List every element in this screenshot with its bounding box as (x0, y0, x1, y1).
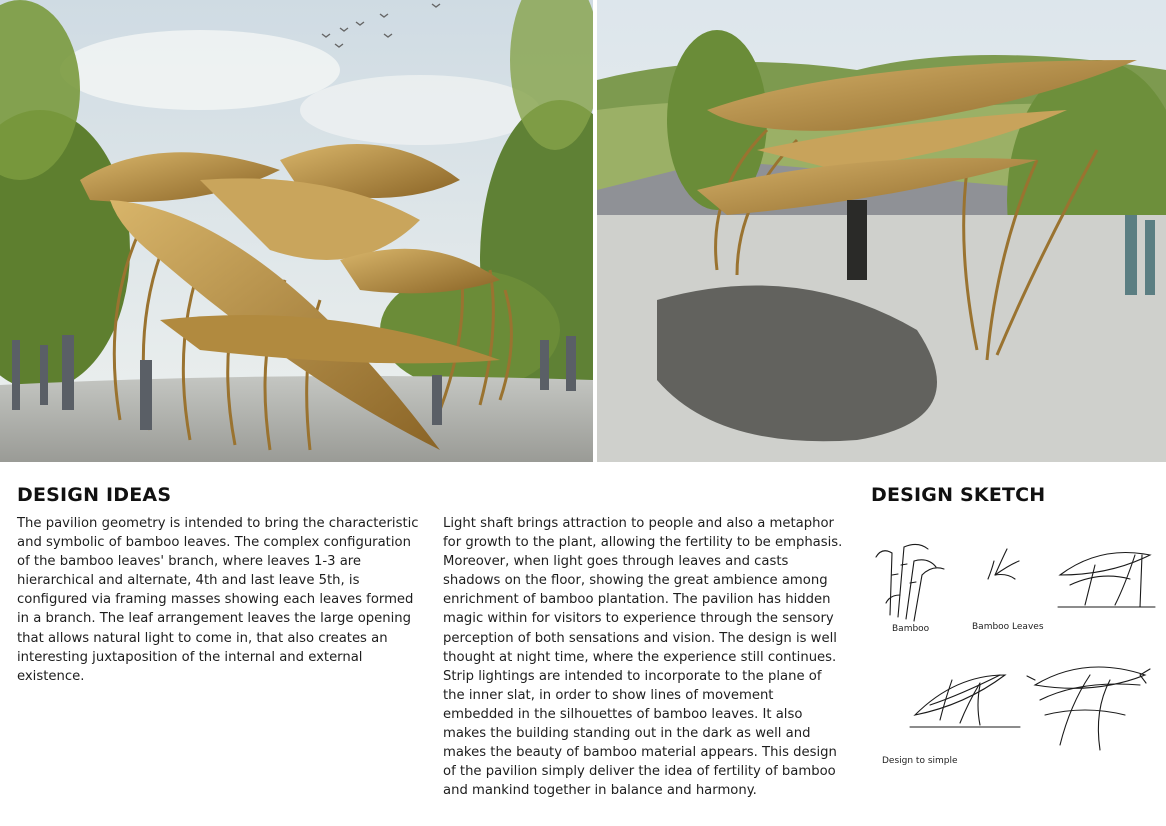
design-concept-sketch-1-icon (910, 675, 1020, 727)
design-ideas-heading: DESIGN IDEAS (17, 484, 172, 506)
design-ideas-paragraph-1: The pavilion geometry is intended to bring the characteristic and symbolic of bamboo leaves. The complex configuration of the bamboo leaves' branch, where leaves 1-3 are hierarchical and alternate, 4th and last leave 5th, is configured via framing masses showing each leaves formed in a branch. The leaf arrangement leaves the large opening that allows natural light to come in, that also creates an interesting juxtaposition of the internal and external existence. (17, 516, 419, 684)
pavilion-sketch-icon (1058, 553, 1155, 608)
design-ideas-paragraph-2: Light shaft brings attraction to people and also a metaphor for growth to the plant, allowing the fertility to be emphasis. Moreover, when light goes through leaves and casts shadows on the floor, showing the great ambience among enrichment of bamboo plantation. The pavilion has hidden magic within for visitors to experience through the sensory perception of both sensations and vision. The design is well thought at night time, where the experience still continues. Strip lightings are intended to incorporate to the plane of the inner slat, in order to show lines of movement embedded in the silhouettes of bamboo leaves. It also makes the building standing out in the dark as well and makes the beauty of bamboo material appears. This design of the pavilion simply deliver the idea of fertility of bamboo and mankind together in balance and harmony. (443, 516, 843, 799)
pavilion-render-front-image (0, 0, 593, 462)
design-concept-sketch-2-icon (1027, 667, 1150, 750)
bamboo-leaves-sketch-icon (988, 549, 1019, 579)
design-sketch-heading: DESIGN SKETCH (871, 484, 1046, 506)
design-to-simple-caption: Design to simple (882, 756, 958, 766)
design-sketch-panel (870, 535, 1160, 775)
bamboo-leaves-caption: Bamboo Leaves (972, 622, 1044, 632)
bamboo-sketch-icon (876, 544, 944, 621)
pavilion-render-aerial-image (597, 0, 1166, 462)
bamboo-caption: Bamboo (892, 624, 930, 634)
